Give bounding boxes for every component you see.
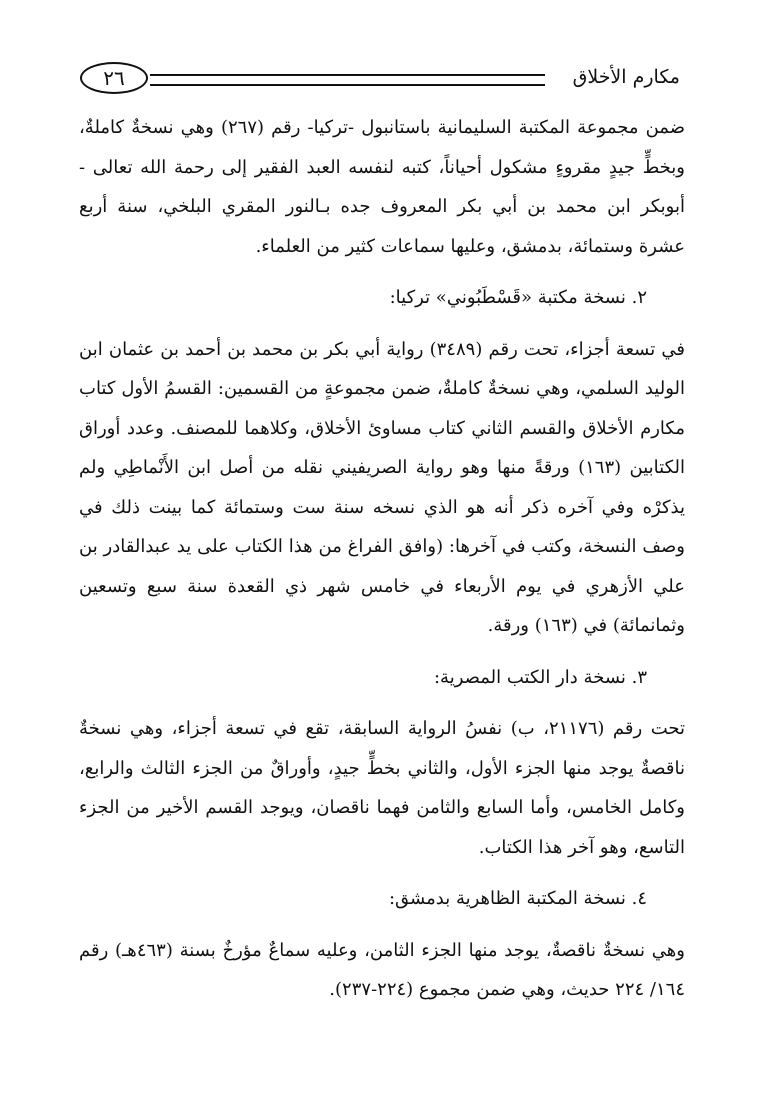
section-heading-3: ٣. نسخة دار الكتب المصرية: [433,666,647,688]
section-heading-4: ٤. نسخة المكتبة الظاهرية بدمشق: [388,888,647,909]
section-heading-2: ٢. نسخة مكتبة «قَسْطَبُوني» تركيا: [389,287,647,308]
paragraph-4: وهي نسخةٌ ناقصةٌ، يوجد منها الجزء الثامن، وعليه سماعٌ مؤرخٌ بسنة (٤٦٣هـ) رقم ١٦٤/ ٢٢٤ حديث، وهي ضمن مجموع (٢٢٤-٢٣٧). [79,939,685,1000]
page-body [79,108,685,1010]
paragraph-3: تحت رقم (٢١١٧٦، ب) نفسُ الرواية السابقة، تقع في تسعة أجزاء، وهي نسخةٌ ناقصةٌ يوجد منها الجزء الأول، والثاني بخطٍّ جيدٍ، وأوراقٌ من الجزء الثالث والرابع، وكامل الخامس، وأما السابع والثامن فهما ناقصان، ويوجد القسم الأخير من الجزء التاسع، وهو آخر هذا الكتاب. [79,718,686,858]
spacer [79,867,685,879]
header-double-rule [150,74,545,86]
spacer [79,266,685,278]
spacer [79,697,685,709]
spacer [79,919,685,931]
paragraph-1: ضمن مجموعة المكتبة السليمانية باستانبول -تركيا- رقم (٢٦٧) وهي نسخةٌ كاملةٌ، وبخطٍّ جيدٍ مقروءٍ مشكول أحياناً، كتبه لنفسه العبد الفقير إلى رحمة الله تعالى - أبوبكر ابن محمد بن أبي بكر المعروف جده بـالنور المقري البلخي، سنة أربع عشرة وستمائة، بدمشق، وعليها سماعات كثير من العلماء. [79,117,686,257]
page-number-badge [80,62,148,94]
spacer [79,646,685,658]
running-title: مكارم الأخلاق [572,66,680,88]
paragraph-2: في تسعة أجزاء، تحت رقم (٣٤٨٩) رواية أبي بكر بن محمد بن أحمد بن عثمان ابن الوليد السلمي، وهي نسخةٌ كاملةٌ، ضمن مجموعةٍ من القسمين: القسمُ الأول كتاب مكارم الأخلاق والقسم الثاني كتاب مساوئ الأخلاق، وكلاهما للمصنف. وعدد أوراق الكتابين (١٦٣) ورقةً منها وهو رواية الصريفيني نقله من أصل ابن الأَنْماطِي ولم يذكرْه وفي آخره ذكر أنه هو الذي نسخه سنة ست وستمائة كما بينت ذلك في وصف النسخة، وكتب في آخرها: (وافق الفراغ من هذا الكتاب على يد عبدالقادر بن علي الأزهري في يوم الأربعاء في خامس شهر ذي القعدة سنة سبع وتسعين وثمانمائة) في (١٦٣) ورقة. [79,338,686,636]
page-number: ٢٦ [103,66,125,90]
page-header [80,60,680,100]
spacer [79,318,685,330]
